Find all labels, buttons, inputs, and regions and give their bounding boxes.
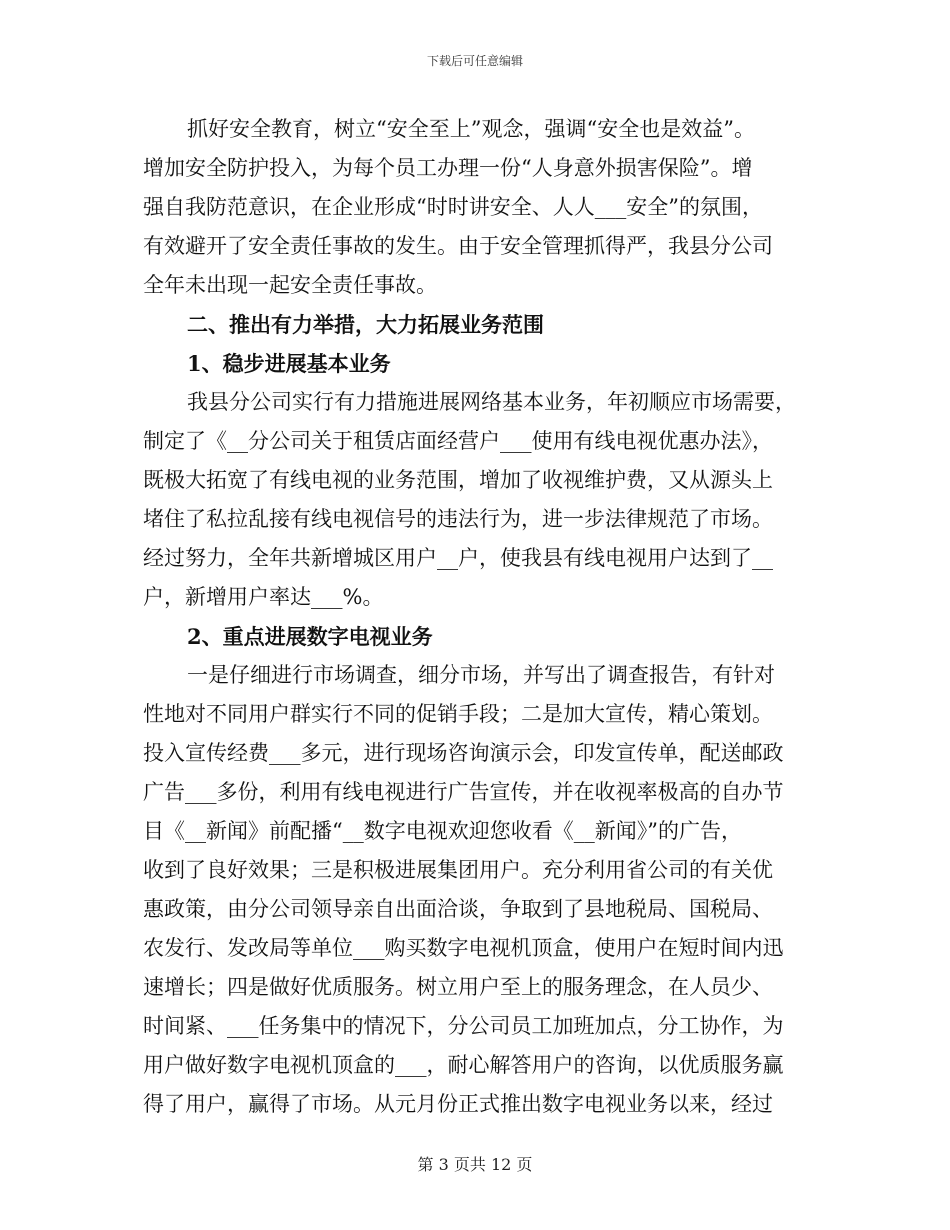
paragraph-line: 投入宣传经费___多元，进行现场咨询演示会，印发宣传单，配送邮政 [143,741,784,765]
paragraph-line: 得了用户，赢得了市场。从元月份正式推出数字电视业务以来，经过 [143,1092,773,1116]
paragraph-line: 目《__新闻》前配播“__数字电视欢迎您收看《__新闻》”的广告， [143,819,742,843]
document-body [143,110,808,1124]
paragraph-line: 堵住了私拉乱接有线电视信号的违法行为，进一步法律规范了市场。 [143,507,773,531]
paragraph-line: 经过努力，全年共新增城区用户__户，使我县有线电视用户达到了__ [143,546,773,570]
paragraph-line: 全年未出现一起安全责任事故。 [143,273,437,297]
paragraph-line: 制定了《__分公司关于租赁店面经营户___使用有线电视优惠办法》， [143,429,773,453]
section-heading: 二、推出有力举措，大力拓展业务范围 [187,312,544,337]
paragraph-line: 时间紧、___任务集中的情况下，分公司员工加班加点，分工协作，为 [143,1014,784,1038]
subsection-heading: 1、稳步进展基本业务 [187,351,391,376]
paragraph-line: 既极大拓宽了有线电视的业务范围，增加了收视维护费，又从源头上 [143,468,773,492]
paragraph-line: 收到了良好效果；三是积极进展集团用户。充分利用省公司的有关优 [143,858,773,882]
paragraph-line: 广告___多份，利用有线电视进行广告宣传，并在收视率极高的自办节 [143,780,784,804]
paragraph-line: 农发行、发改局等单位___购买数字电视机顶盒，使用户在短时间内迅 [143,936,784,960]
paragraph-line: 性地对不同用户群实行不同的促销手段；二是加大宣传，精心策划。 [143,702,773,726]
paragraph-line: 一是仔细进行市场调查，细分市场，并写出了调查报告，有针对 [187,663,775,687]
paragraph-line: 有效避开了安全责任事故的发生。由于安全管理抓得严，我县分公司 [143,234,773,258]
paragraph-line: 增加安全防护投入，为每个员工办理一份“人身意外损害保险”。增 [143,156,753,180]
paragraph-line: 强自我防范意识，在企业形成“时时讲安全、人人___安全”的氛围， [143,195,763,219]
subsection-heading: 2、重点进展数字电视业务 [187,624,433,649]
paragraph-line: 惠政策，由分公司领导亲自出面洽谈，争取到了县地税局、国税局、 [143,897,773,921]
paragraph-line: 抓好安全教育，树立“安全至上”观念，强调“安全也是效益”。 [187,117,755,141]
page-number-footer: 第 3 页共 12 页 [417,1155,533,1174]
paragraph-line: 我县分公司实行有力措施进展网络基本业务，年初顺应市场需要， [187,390,796,414]
paragraph-line: 速增长；四是做好优质服务。树立用户至上的服务理念，在人员少、 [143,975,773,999]
paragraph-line: 用户做好数字电视机顶盒的___，耐心解答用户的咨询，以优质服务赢 [143,1053,784,1077]
paragraph-line: 户，新增用户率达___%。 [143,585,384,609]
page-header-note: 下载后可任意编辑 [426,54,523,68]
